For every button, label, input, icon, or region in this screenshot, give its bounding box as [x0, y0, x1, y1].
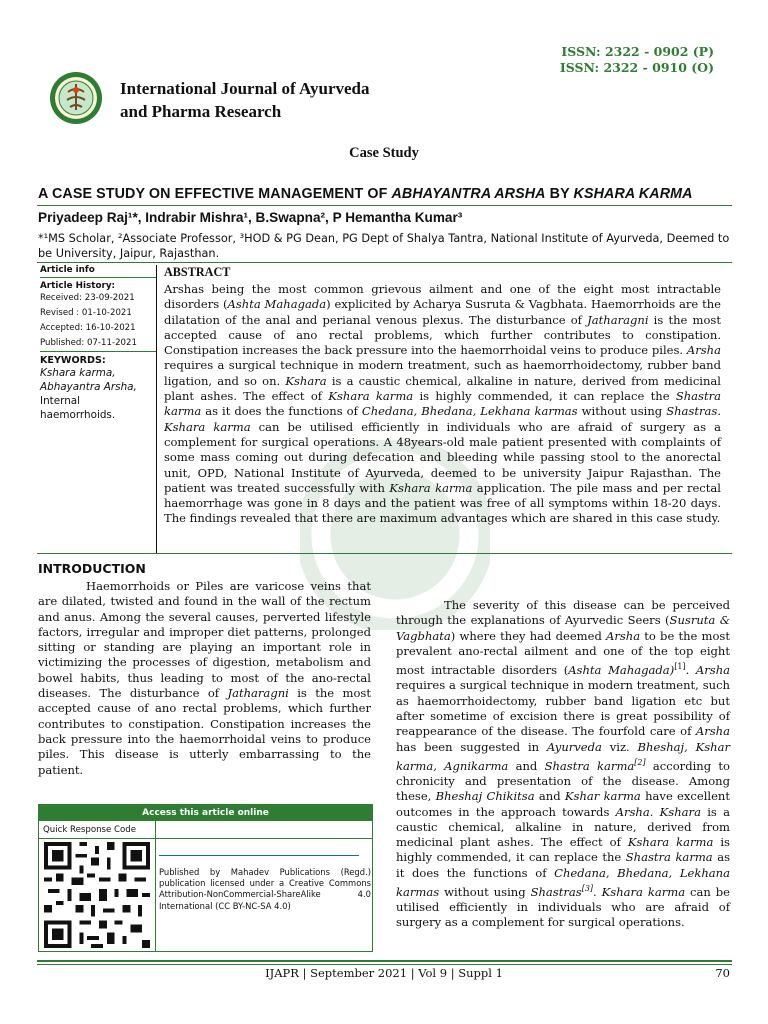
keyword: Internal	[40, 395, 81, 407]
column2-paragraph: The severity of this disease can be perceived through the explanations of Ayurvedic Seers (Susruta & Vagbhata) where they had deemed Arsha to be the most prevalent ano-rectal ailment and one of the top eight most intractable disorders (Ashta Mahagada)[1]. Arsha requires a surgical technique in modern treatment, such as haemorrhoidectomy, rubber band ligation etc but after sometime of excision there is great possibility of reappearance of the disease. The fourfold care of Arsha has been suggested in Ayurveda viz. Bheshaj, Kshar karma, Agnikarma and Shastra karma[2] according to chronicity and presentation of the disease. Among these, Bheshaj Chikitsa and Kshar karma have excellent outcomes in the approach towards Arsha. Kshara is a caustic chemical, alkaline in nature, derived from medicinal plant ashes. The effect of Kshara karma is highly commended, it can replace the Shastra karma as it does the functions of Chedana, Bhedana, Lekhana karmas without using Shastras[3]. Kshara karma can be utilised efficiently in individuals who are afraid of surgery as a complement for surgical operations.	[396, 598, 731, 930]
journal-name-line2: and Pharma Research	[120, 102, 282, 121]
article-info-heading: Article info	[40, 265, 156, 278]
journal-logo-icon	[48, 70, 104, 126]
authors: Priyadeep Raj¹*, Indrabir Mishra¹, B.Swapna², P Hemantha Kumar³	[38, 210, 463, 225]
footer-citation: IJAPR | September 2021 | Vol 9 | Suppl 1	[265, 966, 503, 980]
keyword: Abhayantra Arsha,	[40, 381, 137, 393]
title-rule	[37, 205, 732, 206]
affiliation: *¹MS Scholar, ²Associate Professor, ³HOD & PG Dean, PG Dept of Shalya Tantra, National Institute of Ayurveda, Deemed to be University, Jaipur, Rajasthan.	[38, 232, 730, 260]
citation-link[interactable]: [1]	[674, 662, 686, 672]
footer	[38, 966, 730, 980]
access-divider	[155, 821, 156, 951]
abstract-heading: ABSTRACT	[164, 265, 231, 279]
footer-rule	[37, 960, 732, 962]
date-accepted: Accepted: 16-10-2021	[40, 323, 136, 333]
article-type: Case Study	[349, 145, 419, 161]
abstract	[164, 265, 721, 527]
issn-online: ISSN: 2322 - 0910 (O)	[559, 60, 714, 75]
qr-code-icon[interactable]	[43, 842, 151, 948]
article-history-label: Article History:	[40, 281, 116, 291]
journal-name	[120, 77, 370, 123]
abstract-body: Arshas being the most common grievous ailment and one of the eight most intractable disorders (Ashta Mahagada) explicited by Acharya Susruta & Vagbhata. Haemorrhoids are the dilatation of the anal and perianal venous plexus. The disturbance of Jatharagni is the most accepted cause of ano rectal problems, which further contributes to constipation. Constipation increases the back pressure into the haemorrhoidal veins to produce piles. Arsha requires a surgical technique in modern treatment, such as haemorrhoidectomy, rubber band ligation, and so on. Kshara is a caustic chemical, alkaline in nature, derived from medicinal plant ashes. The effect of Kshara karma is highly commended, it can replace the Shastra karma as it does the functions of Chedana, Bhedana, Lekhana karmas without using Shastras. Kshara karma can be utilised efficiently in individuals who are afraid of surgery as a complement for surgical operations. A 48years-old male patient presented with complaints of some mass coming out during defecation and bleeding while passing stool to the anorectal unit, OPD, National Institute of Ayurveda, deemed to be university Jaipur Rajasthan. The patient was treated successfully with Kshara karma application. The pile mass and per rectal haemorrhage was gone in 8 days and the patient was free of all symptoms within 18-20 days. The findings revealed that there are maximum advantages which are shared in this case study.	[164, 282, 722, 526]
access-article-box	[38, 804, 373, 952]
keyword: Kshara karma,	[40, 367, 116, 379]
access-divider	[155, 838, 372, 839]
qr-label: Quick Response Code	[43, 825, 137, 835]
introduction-heading: INTRODUCTION	[38, 561, 146, 576]
date-published: Published: 07-11-2021	[40, 336, 156, 352]
access-divider	[39, 838, 155, 839]
info-divider	[156, 265, 157, 553]
date-received: Received: 23-09-2021	[40, 293, 135, 303]
citation-link[interactable]: [2]	[634, 757, 646, 767]
keyword: haemorrhoids.	[40, 409, 116, 421]
affiliation-rule	[37, 262, 732, 263]
date-revised: Revised : 01-10-2021	[40, 308, 132, 318]
citation-link[interactable]: [3]	[581, 884, 594, 894]
article-link[interactable]	[159, 855, 359, 856]
license-text: Published by Mahadev Publications (Regd.) publication licensed under a Creative Commons Attribution-NonCommercial-ShareAlike 4.0 International (CC BY-NC-SA 4.0)	[159, 867, 371, 911]
keywords-label: KEYWORDS:	[40, 355, 106, 366]
article-title: A CASE STUDY ON EFFECTIVE MANAGEMENT OF ABHAYANTRA ARSHA BY KSHARA KARMA	[38, 186, 693, 202]
issn-print: ISSN: 2322 - 0902 (P)	[561, 44, 714, 59]
article-info	[40, 265, 156, 422]
issn-block	[560, 44, 714, 76]
abstract-rule	[37, 553, 732, 554]
page-number: 70	[715, 966, 730, 980]
access-heading: Access this article online	[39, 805, 372, 821]
introduction-paragraph: Haemorrhoids or Piles are varicose veins that are dilated, twisted and found in the wall of the rectum and anus. Among the several causes, perverted lifestyle factors, irregular and improper diet patterns, prolonged sitting or standing are playing an important role in victimizing the processes of digestion, metabolism and bowel habits, thus leading to most of the ano-rectal diseases. The disturbance of Jatharagni is the most accepted cause of ano rectal problems, which further contributes to constipation. Constipation increases the back pressure into the haemorrhoidal veins to produce piles. This disease is utterly embarrassing to the patient.	[38, 579, 371, 777]
footer-rule	[37, 964, 732, 965]
journal-name-line1: International Journal of Ayurveda	[120, 79, 370, 98]
